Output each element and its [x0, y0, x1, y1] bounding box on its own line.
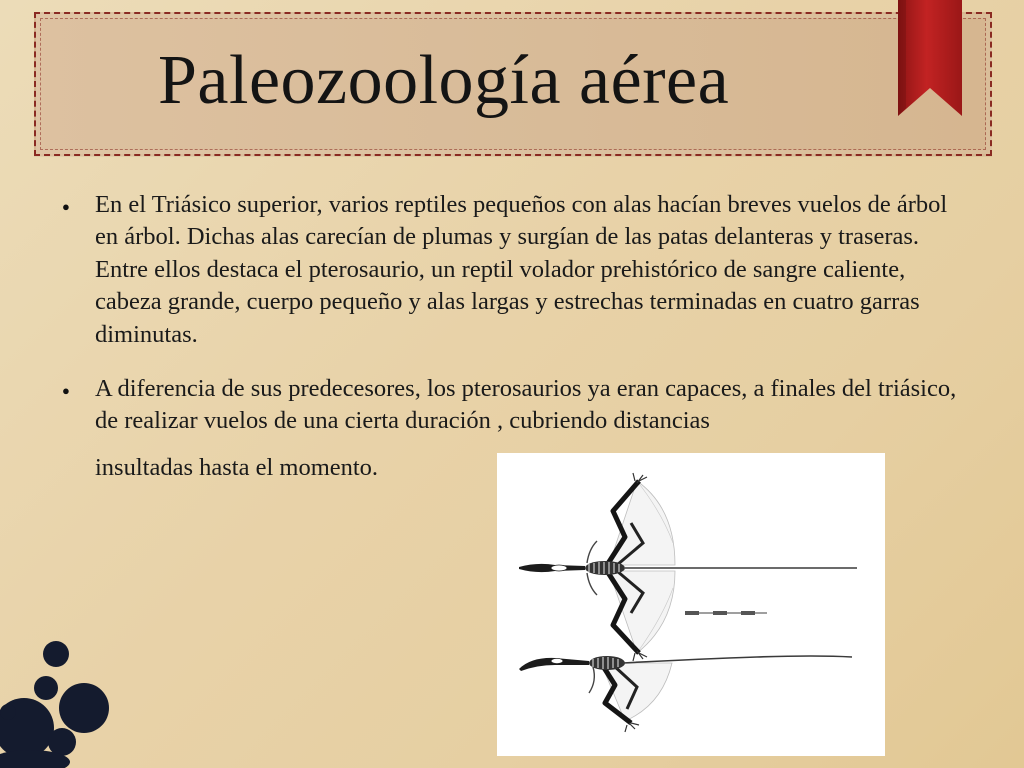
bullet-text-last-line: insultadas hasta el momento.: [95, 453, 379, 481]
pterosaur-skeleton-image: [497, 453, 885, 756]
bullet-text: A diferencia de sus predecesores, los pterosaurios ya eran capaces, a finales del triásico, de realizar vuelos de una cierta duración , cubriendo distancias: [95, 375, 957, 435]
ink-splatter-decoration: [0, 630, 120, 768]
bullet-icon: ●: [62, 383, 70, 399]
bullet-item: [60, 189, 960, 351]
bullet-list: [60, 189, 960, 484]
slide-title: Paleozoología aérea: [158, 42, 730, 119]
bookmark-ribbon-icon: [897, 0, 963, 118]
bullet-icon: ●: [62, 199, 70, 214]
bullet-text: En el Triásico superior, varios reptiles pequeños con alas hacían breves vuelos de árbol en árbol. Dichas alas carecían de plumas y surgían de las patas delanteras y traseras. Entre ellos destaca el pterosaurio, un reptil volador prehistórico de sangre caliente, cabeza grande, cuerpo pequeño y alas largas y estrechas terminadas en cuatro garras diminutas.: [95, 191, 948, 348]
